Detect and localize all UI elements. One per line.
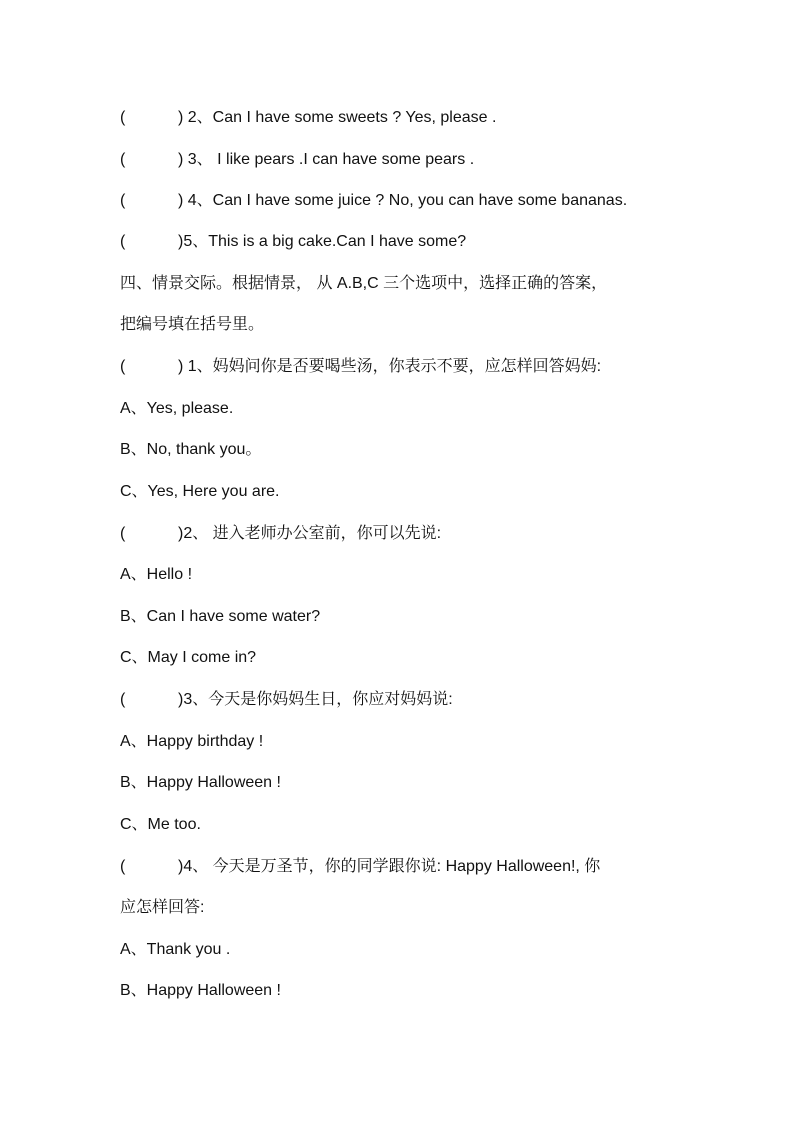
answer-paren-close: ) bbox=[178, 233, 184, 250]
answer-paren-close: ) bbox=[178, 192, 184, 209]
question-text-continued: 应怎样回答: bbox=[120, 899, 205, 916]
answer-paren-close: ) bbox=[178, 525, 184, 542]
option-a: A、Happy birthday ! bbox=[120, 733, 264, 750]
option-b: B、Happy Halloween ! bbox=[120, 982, 281, 999]
section-heading: 四、情景交际。根据情景， 从 A.B,C 三个选项中，选择正确的答案， bbox=[120, 275, 608, 292]
option-a: A、Hello ! bbox=[120, 566, 193, 583]
question-text: 5、This is a big cake.Can I have some? bbox=[183, 233, 467, 250]
question-line bbox=[120, 524, 680, 544]
answer-paren-open: ( bbox=[120, 858, 126, 875]
option-c: C、May I come in? bbox=[120, 649, 257, 666]
answer-paren-open: ( bbox=[120, 358, 126, 375]
answer-paren-open: ( bbox=[120, 192, 126, 209]
question-line bbox=[120, 232, 680, 252]
section-heading-continued: 把编号填在括号里。 bbox=[120, 316, 265, 333]
answer-paren-open: ( bbox=[120, 151, 126, 168]
question-text: 2、Can I have some sweets ? Yes, please . bbox=[183, 109, 497, 126]
question-text: 3、今天是你妈妈生日，你应对妈妈说: bbox=[183, 691, 453, 708]
answer-paren-close: ) bbox=[178, 109, 184, 126]
question-line bbox=[120, 150, 680, 170]
question-line bbox=[120, 108, 680, 128]
option-b: B、Happy Halloween ! bbox=[120, 774, 281, 791]
option-b: B、No, thank you。 bbox=[120, 441, 262, 458]
question-text: 4、 今天是万圣节，你的同学跟你说: Happy Halloween!, 你 bbox=[183, 858, 601, 875]
answer-paren-close: ) bbox=[178, 358, 184, 375]
option-c: C、Yes, Here you are. bbox=[120, 483, 280, 500]
question-line bbox=[120, 690, 680, 710]
question-text: 3、 I like pears .I can have some pears . bbox=[183, 151, 475, 168]
answer-paren-open: ( bbox=[120, 525, 126, 542]
answer-paren-close: ) bbox=[178, 858, 184, 875]
answer-paren-open: ( bbox=[120, 233, 126, 250]
question-line bbox=[120, 857, 680, 877]
option-a: A、Yes, please. bbox=[120, 400, 234, 417]
answer-paren-close: ) bbox=[178, 151, 184, 168]
answer-paren-open: ( bbox=[120, 691, 126, 708]
question-text: 1、妈妈问你是否要喝些汤，你表示不要，应怎样回答妈妈: bbox=[183, 358, 602, 375]
answer-paren-close: ) bbox=[178, 691, 184, 708]
question-text: 4、Can I have some juice ? No, you can have some bananas. bbox=[183, 192, 628, 209]
answer-paren-open: ( bbox=[120, 109, 126, 126]
option-b: B、Can I have some water? bbox=[120, 608, 321, 625]
option-a: A、Thank you . bbox=[120, 941, 231, 958]
question-text: 2、 进入老师办公室前，你可以先说: bbox=[183, 525, 442, 542]
option-c: C、Me too. bbox=[120, 816, 201, 833]
question-line bbox=[120, 191, 680, 211]
question-line bbox=[120, 357, 680, 377]
